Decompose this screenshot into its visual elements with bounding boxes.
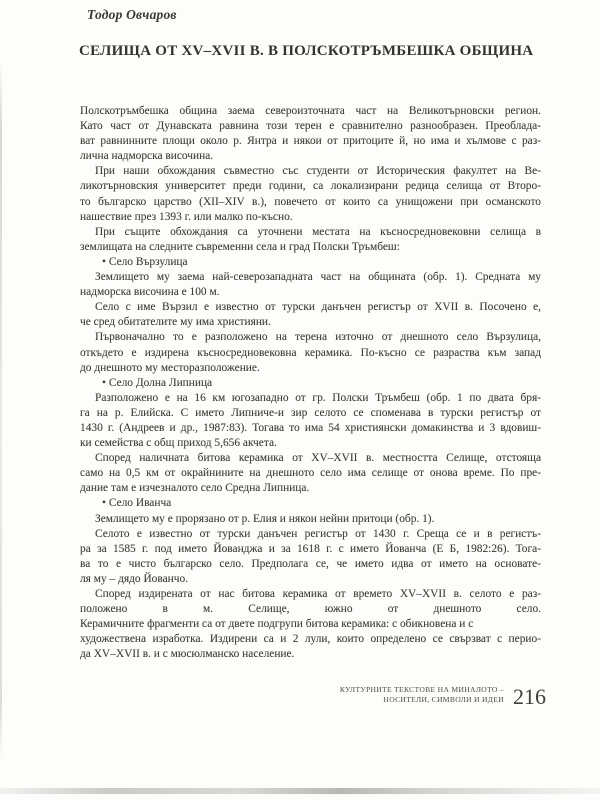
text-line: ват равнинните площи около р. Янтра и някои от притоците й, но има и хълмове с раз-: [80, 135, 541, 148]
series-title-line1: КУЛТУРНИТЕ ТЕКСТОВЕ НА МИНАЛОТО –: [339, 685, 504, 694]
text-line: При същите обхождания са уточнени местата на късносредновековни селища в: [95, 225, 541, 238]
paragraph: [80, 587, 541, 632]
paragraph: [80, 225, 541, 255]
text-line: га на р. Елийска. С името Липниче-и зир селото се споменава в турски регистър от: [80, 406, 541, 419]
paragraph: [80, 632, 541, 662]
text-line: че сред обитателите му има християни.: [80, 316, 271, 329]
paragraph: [80, 330, 541, 375]
text-line: надморска височина е 100 м.: [80, 286, 220, 299]
page-number: 216: [513, 684, 546, 709]
paragraph: [80, 104, 541, 164]
text-line: Като част от Дунавската равнина този терен е сравнително разнообразен. Преоблада-: [80, 120, 541, 133]
text-line: то българско царство (XII–XIV в.), повечето от които са унищожени при османското: [80, 195, 541, 208]
text-line: ля му – дядо Йованчо.: [80, 572, 189, 585]
author-name: Тодор Овчаров: [87, 7, 177, 22]
bullet-item: • Село Иванча: [102, 497, 172, 510]
page-footer: [80, 685, 546, 709]
text-line: землищата на следните съвременни села и град Полски Тръмбеш:: [80, 240, 400, 253]
bullet-item: • Село Долна Липница: [102, 376, 213, 389]
paragraph: [80, 164, 541, 224]
text-line: Първоначално то е разположено на терена източно от днешното село Вързулица,: [95, 331, 541, 344]
paragraph: [80, 527, 541, 587]
text-line: Според издирената от нас битова керамика от времето XV–XVII в. селото е раз-: [95, 588, 541, 600]
paragraph: [80, 451, 541, 496]
text-line: ки семейства с общ приход 5,656 акчета.: [80, 437, 277, 450]
paragraph: [80, 300, 541, 330]
text-line: Землището му заема най-северозападната част на общината (обр. 1). Средната му: [95, 271, 541, 284]
text-line: откъдето е издирена късносредновековна керамика. По-късно се разраства към запад: [80, 346, 541, 359]
text-line: ликотърновския университет преди години, са локализирани редица селища от Второ-: [80, 180, 541, 193]
series-title: [340, 685, 504, 705]
text-line: Землището му е прорязано от р. Елия и някои нейни притоци (обр. 1).: [95, 512, 435, 525]
text-line: само на 0,5 км от окрайнините на днешното село има селище от онова време. По пре-: [80, 467, 541, 480]
text-line: Село с име Вързил е известно от турски данъчен регистър от XVII в. Посочено е,: [95, 301, 541, 314]
scan-left-edge: [0, 60, 2, 760]
paragraph: [80, 512, 541, 527]
text-line: Според наличната битова керамика от XV–XVII в. местността Селище, отстояща: [95, 452, 541, 465]
bullet-item: • Село Вързулица: [102, 255, 188, 268]
text-line: ра за 1585 г. под името Йованджа и за 1618 г. с името Йованча (Е Б, 1982:26). Тога-: [80, 542, 541, 555]
text-line: да XV–XVII в. и с мюсюлманско население.: [80, 648, 295, 661]
series-title-line2: НОСИТЕЛИ, СИМВОЛИ И ИДЕИ: [383, 695, 504, 704]
scan-bottom-edge: [0, 788, 600, 795]
paragraph: [80, 270, 541, 300]
text-line: 1430 г. (Андреев и др., 1987:83). Тогава то има 54 християнски домакинства и 3 вдовиш-: [80, 421, 541, 434]
text-line: положено в м. Селище, южно от днешното село.: [80, 603, 541, 616]
article-title: СЕЛИЩА ОТ XV–XVII В. В ПОЛСКОТРЪМБЕШКА ОБЩИНА: [79, 43, 534, 59]
text-line: ва то е чисто българско село. Предполага се, че името идва от името на основате-: [80, 557, 541, 570]
text-line: Селото е известно от турски данъчен регистър от 1430 г. Среща се и в регистъ-: [95, 527, 541, 540]
body-text: [80, 104, 541, 662]
text-line: Полскотръмбешка община заема североизточната част на Великотърновски регион.: [80, 105, 541, 117]
paragraph: [80, 391, 541, 451]
text-line: художествена изработка. Издирени са и 2 лули, които определено се свързват с перио-: [80, 633, 541, 646]
text-line: нашествие през 1393 г. или малко по-късно.: [80, 210, 293, 223]
text-line: до днешното му месторазположение.: [80, 361, 260, 374]
text-line: Керамичните фрагменти са от двете подгрупи битова керамика: с обикновена и с: [80, 618, 474, 631]
text-line: дание там е изчезналото село Средна Липница.: [80, 482, 310, 495]
text-line: Разположено е на 16 км югозападно от гр. Полски Тръмбеш (обр. 1 по двата бря-: [95, 391, 541, 404]
text-line: лична надморска височина.: [80, 150, 214, 163]
text-line: При наши обхождания съвместно със студенти от Историческия факултет на Ве-: [95, 165, 541, 178]
